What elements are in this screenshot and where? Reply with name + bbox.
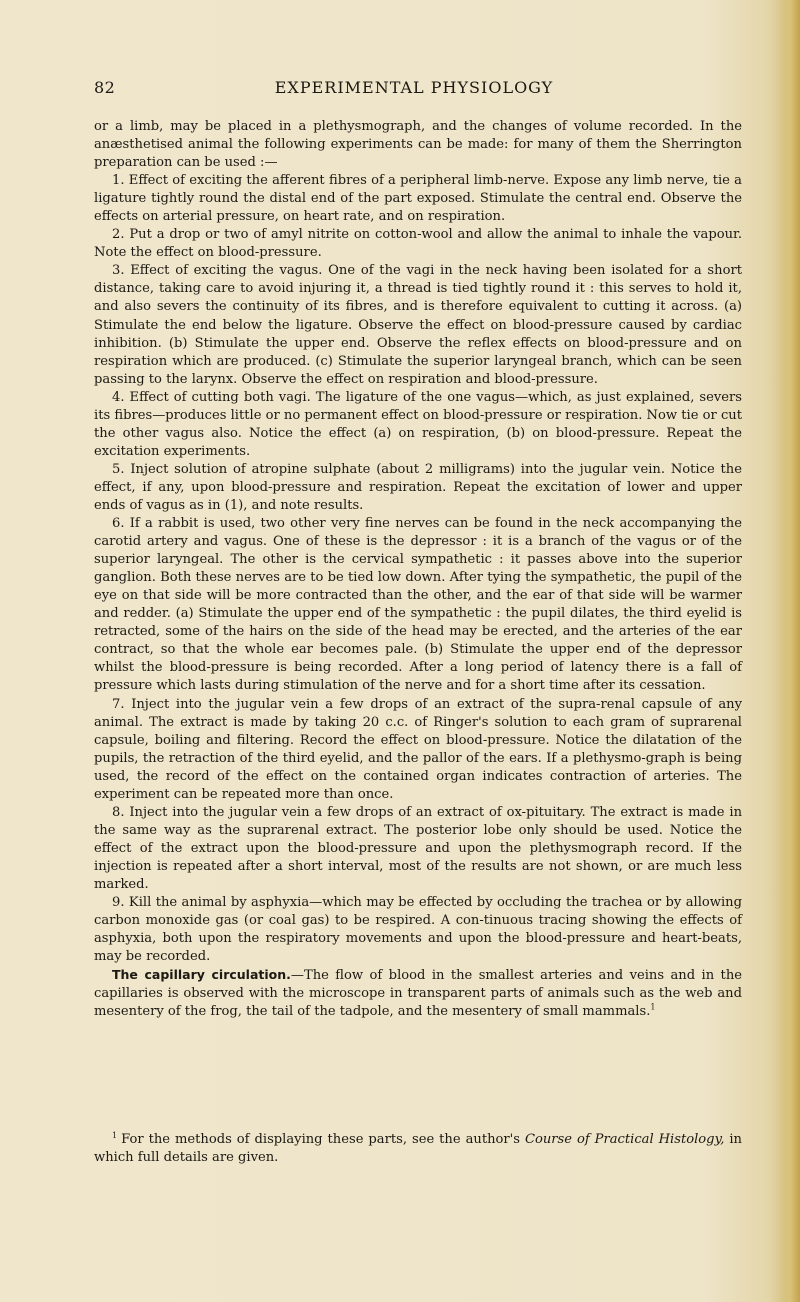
body-text [94,118,742,1021]
paragraph-capillary [94,966,742,1021]
footnote-mark: 1 [112,1131,118,1140]
running-header [94,78,734,102]
paragraph-item-7: 7. Inject into the jugular vein a few drops of an extract of the supra-renal capsule of any animal. The extract is made by taking 20 c.c. of Ringer's solution to each gram of suprarenal capsule, boiling and filtering. Record the effect on blood-pressure. Notice the dilatation of the pupils, the retraction of the third eyelid, and the pallor of the ears. If a plethysmo-graph is being used, the record of the effect on the contained organ indicates contraction of arteries. The experiment can be repeated more than once. [94,696,742,802]
footnote-reference: 1 [650,1002,656,1012]
paragraph-item-3: 3. Effect of exciting the vagus. One of the vagi in the neck having been isolated for a short distance, taking care to avoid injuring it, a thread is tied tightly round it : this serves to hold it, and also severs the continuity of its fibres, and is therefore equivalent to cutting it across. (a) Stimulate the end below the ligature. Observe the effect on blood-pressure caused by cardiac inhibition. (b) Stimulate the upper end. Observe the reflex effects on blood-pressure and on respiration which are produced. (c) Stimulate the superior laryngeal branch, which can be seen passing to the larynx. Observe the effect on respiration and blood-pressure. [94,263,742,387]
footnote-text-before: For the methods of displaying these parts, see the author's [121,1132,525,1147]
footnote-book-title: Course of Practical Histology, [524,1132,725,1147]
capillary-heading: The capillary circulation. [112,967,291,983]
paragraph-item-9: 9. Kill the animal by asphyxia—which may be effected by occluding the trachea or by allowing carbon monoxide gas (or coal gas) to be respired. A con-tinuous tracing showing the effects of asphyxia, both upon the respiratory movements and upon the blood-pressure and heart-beats, may be recorded. [94,895,742,965]
page-number: 82 [94,78,116,97]
footnote [94,1127,742,1167]
paragraph-item-1: 1. Effect of exciting the afferent fibres of a peripheral limb-nerve. Expose any limb nerve, tie a ligature tightly round the distal end of the part exposed. Stimulate the central end. Observe the effects on arterial pressure, on heart rate, and on respiration. [94,173,742,225]
paragraph-item-5: 5. Inject solution of atropine sulphate (about 2 milligrams) into the jugular vein. Notice the effect, if any, upon blood-pressure and respiration. Repeat the excitation of lower and upper ends of vagus as in (1), and note results. [94,461,742,513]
paragraph-item-6: 6. If a rabbit is used, two other very fine nerves can be found in the neck accompanying the carotid artery and vagus. One of these is the depressor : it is a branch of the vagus or of the superior laryngeal. The other is the cervical sympathetic : it passes above into the superior ganglion. Both these nerves are to be tied low down. After tying the sympathetic, the pupil of the eye on that side will be more contracted than the other, and the ear of that side will be warmer and redder. (a) Stimulate the upper end of the sympathetic : the pupil dilates, the third eyelid is retracted, some of the hairs on the side of the head may be erected, and the arteries of the ear contract, so that the whole ear becomes pale. (b) Stimulate the upper end of the depressor whilst the blood-pressure is being recorded. After a long period of latency there is a fall of pressure which lasts during stimulation of the nerve and for a short time after its cessation. [94,516,742,694]
page-edge-shading [778,0,800,1302]
capillary-text: —The flow of blood in the smallest arteries and veins and in the capillaries is observed with the microscope in transparent parts of animals such as the web and mesentery of the frog, the tail of the tadpole, and the mesentery of small mammals. [94,968,742,1020]
paragraph-item-4: 4. Effect of cutting both vagi. The ligature of the one vagus—which, as just explained, severs its fibres—produces little or no permanent effect on blood-pressure or respiration. Now tie or cut the other vagus also. Notice the effect (a) on respiration, (b) on blood-pressure. Repeat the excitation experiments. [94,389,742,459]
running-title: EXPERIMENTAL PHYSIOLOGY [274,78,554,97]
footnote-text-after: in which full details are given. [94,1132,742,1165]
paragraph-item-2: 2. Put a drop or two of amyl nitrite on cotton-wool and allow the animal to inhale the vapour. Note the effect on blood-pressure. [94,227,742,261]
paragraph-item-8: 8. Inject into the jugular vein a few drops of an extract of ox-pituitary. The extract is made in the same way as the suprarenal extract. The posterior lobe only should be used. Notice the effect of the extract upon the blood-pressure and upon the plethysmograph record. If the injection is repeated after a short interval, most of the results are not shown, or are much less marked. [94,804,742,892]
paragraph-intro: or a limb, may be placed in a plethysmograph, and the changes of volume recorded. In the anæsthetised animal the following experiments can be made: for many of them the Sherrington preparation can be used :— [94,119,742,171]
